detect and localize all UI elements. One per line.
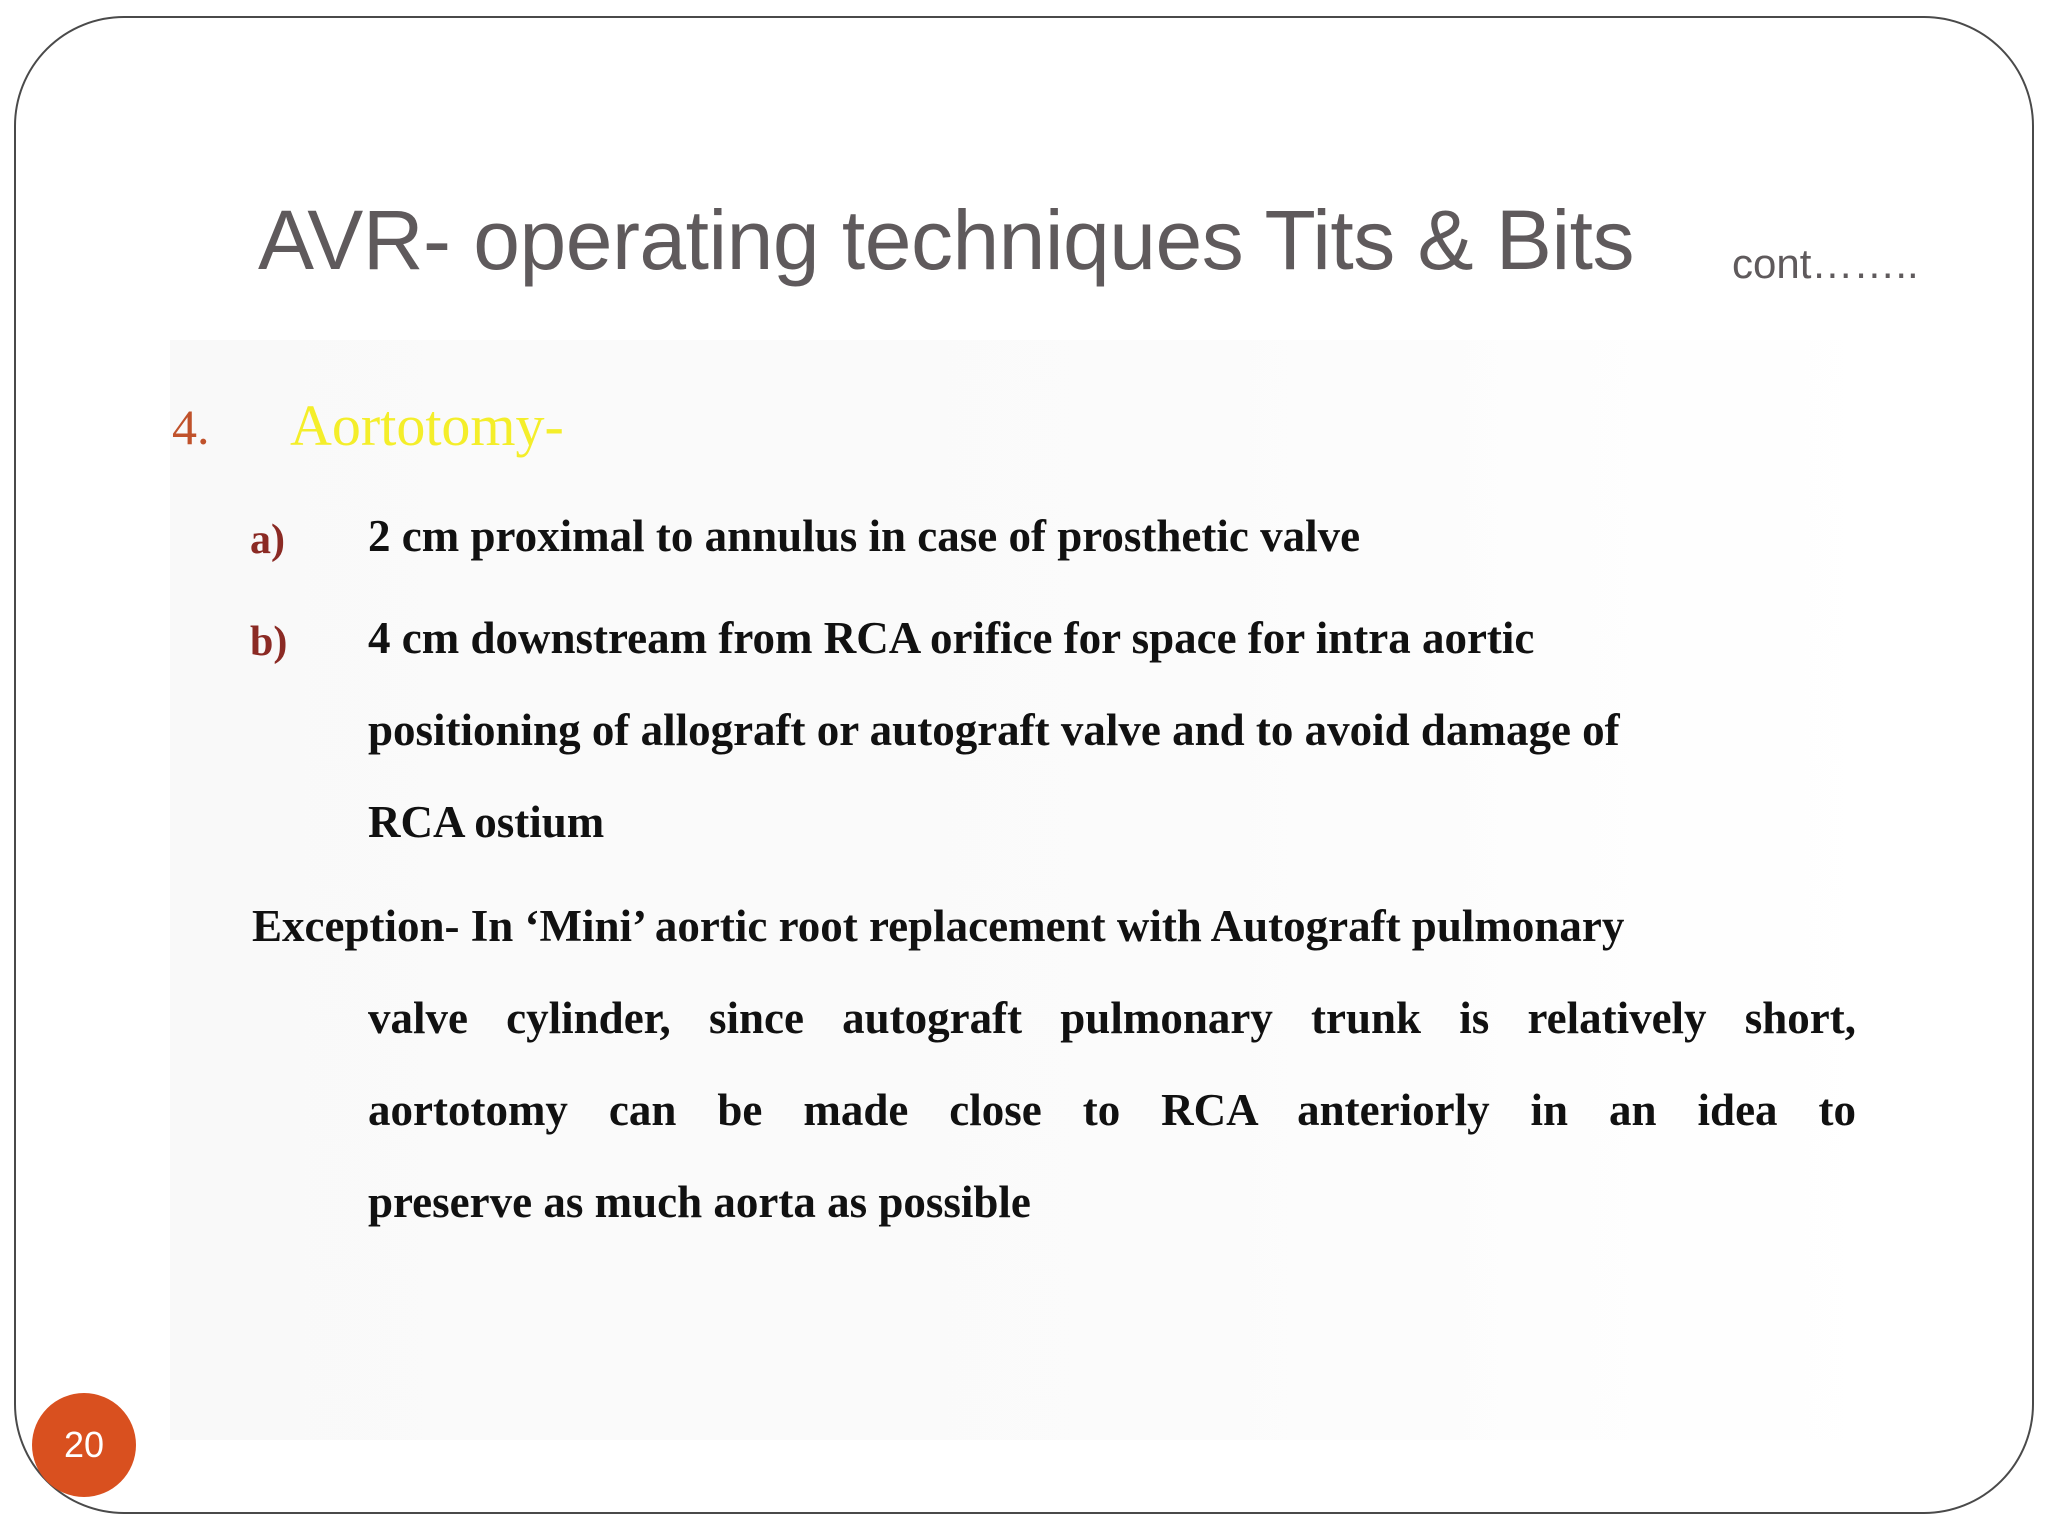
exception-line-1: Exception- In ‘Mini’ aortic root replacement with Autograft pulmonary — [252, 901, 1625, 951]
exception-line-2: valve cylinder, since autograft pulmonary trunk is relatively short, — [368, 993, 1856, 1043]
content-background — [170, 340, 1890, 1440]
subitem-b-line-3: RCA ostium — [368, 797, 605, 847]
subitem-b-line-2: positioning of allograft or autograft valve and to avoid damage of — [368, 705, 1620, 755]
subitem-a-line: 2 cm proximal to annulus in case of prosthetic valve — [368, 511, 1361, 561]
subitem-b-line-1: 4 cm downstream from RCA orifice for space for intra aortic — [368, 613, 1535, 663]
point-number: 4. — [172, 399, 210, 455]
slide-title: AVR- operating techniques Tits & Bits — [258, 193, 1634, 287]
exception-line-3: aortotomy can be made close to RCA anteriorly in an idea to — [368, 1085, 1856, 1135]
page-number-badge: 20 — [32, 1393, 136, 1497]
slide-title-suffix: cont…….. — [1732, 240, 1919, 287]
exception-line-4: preserve as much aorta as possible — [368, 1177, 1031, 1227]
subitem-letter-b: b) — [250, 619, 288, 665]
point-heading: Aortotomy- — [290, 393, 564, 458]
subitem-letter-a: a) — [250, 517, 285, 563]
